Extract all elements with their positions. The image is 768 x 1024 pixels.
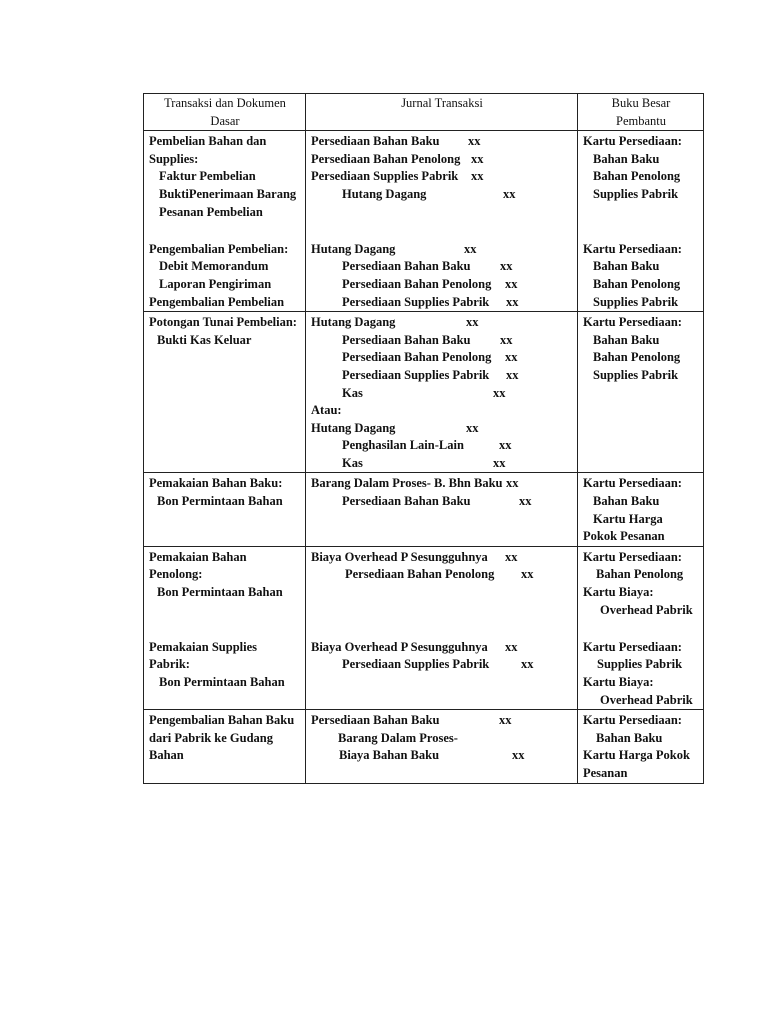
cell-text: Pemakaian Bahan	[149, 549, 247, 564]
amount: xx	[521, 567, 534, 582]
cell-text: BuktiPenerimaan Barang	[159, 186, 297, 201]
account-name: Hutang Dagang	[311, 315, 396, 330]
cell-buku-besar	[578, 473, 704, 546]
cell-jurnal	[306, 473, 578, 546]
header-transaksi	[144, 94, 306, 131]
cell-text: Pembelian Bahan dan	[149, 134, 267, 149]
journal-line	[311, 455, 573, 473]
cell-text: Kartu Biaya:	[583, 585, 654, 600]
journal-line	[311, 475, 573, 493]
cell-text: Pengembalian Bahan Baku	[149, 713, 295, 728]
cell-jurnal	[306, 312, 578, 473]
account-name: Hutang Dagang	[311, 420, 396, 435]
account-name: Biaya Bahan Baku	[339, 748, 440, 763]
cell-text: Pengembalian Pembelian:	[149, 241, 289, 256]
journal-line	[311, 314, 573, 332]
amount: xx	[471, 151, 484, 166]
cell-buku-besar	[578, 312, 704, 473]
cell-text: Kartu Persediaan:	[583, 134, 682, 149]
amount: xx	[466, 315, 479, 330]
journal-line	[311, 639, 573, 657]
amount: xx	[499, 713, 512, 728]
account-name: Persediaan Bahan Baku	[311, 713, 440, 728]
account-name: Persediaan Supplies Pabrik	[311, 169, 459, 184]
account-name: Barang Dalam Proses-	[338, 730, 458, 745]
header-text: Buku Besar	[611, 96, 671, 110]
account-name: Persediaan Bahan Penolong	[342, 350, 492, 365]
amount: xx	[506, 294, 519, 309]
cell-text: Pesanan	[583, 765, 628, 780]
journal-line	[311, 656, 573, 674]
cell-text: Kartu Persediaan:	[583, 549, 682, 564]
journal-line	[311, 549, 573, 567]
cell-text: Pokok Pesanan	[583, 529, 665, 544]
amount: xx	[521, 657, 534, 672]
account-name: Persediaan Bahan Baku	[342, 332, 471, 347]
cell-text: Kartu Persediaan:	[583, 241, 682, 256]
journal-line	[311, 168, 573, 186]
cell-text: Laporan Pengiriman	[159, 276, 272, 291]
account-name: Persediaan Supplies Pabrik	[342, 294, 490, 309]
journal-line	[311, 747, 573, 765]
journal-line	[311, 258, 573, 276]
journal-line	[311, 349, 573, 367]
cell-text: Bahan Penolong	[596, 567, 684, 582]
journal-line	[311, 712, 573, 730]
cell-text: Kartu Persediaan:	[583, 476, 682, 491]
cell-text: Penolong:	[149, 567, 203, 582]
table-header-row	[144, 94, 704, 131]
journal-line	[311, 151, 573, 169]
cell-text: Kartu Persediaan:	[583, 315, 682, 330]
journal-line	[311, 367, 573, 385]
cell-text: Bahan Penolong	[593, 169, 681, 184]
cell-text: Pabrik:	[149, 657, 190, 672]
amount: xx	[471, 169, 484, 184]
cell-text: Pesanan Pembelian	[159, 204, 263, 219]
cell-buku-besar	[578, 131, 704, 239]
cell-text: Bahan Baku	[593, 332, 660, 347]
journal-table	[143, 93, 704, 784]
account-name: Atau:	[311, 403, 342, 418]
amount: xx	[519, 494, 532, 509]
cell-text: Bon Permintaan Bahan	[157, 585, 283, 600]
table-row	[144, 710, 704, 783]
cell-jurnal	[306, 637, 578, 710]
amount: xx	[499, 438, 512, 453]
amount: xx	[505, 639, 518, 654]
cell-text: Bahan Baku	[593, 151, 660, 166]
header-text: Transaksi dan Dokumen	[164, 96, 286, 110]
cell-text: Supplies Pabrik	[597, 657, 683, 672]
cell-text: dari Pabrik ke Gudang	[149, 730, 273, 745]
header-text: Jurnal Transaksi	[401, 96, 483, 110]
cell-transaksi	[144, 710, 306, 783]
account-name: Persediaan Bahan Baku	[342, 494, 471, 509]
journal-line	[311, 402, 573, 420]
header-text: Dasar	[210, 113, 240, 128]
cell-text: Overhead Pabrik	[600, 692, 693, 707]
cell-text: Bukti Kas Keluar	[157, 332, 252, 347]
journal-line	[311, 186, 573, 204]
cell-jurnal	[306, 546, 578, 636]
cell-text: Kartu Harga Pokok	[583, 748, 690, 763]
cell-transaksi	[144, 312, 306, 473]
cell-text: Kartu Persediaan:	[583, 713, 682, 728]
account-name: Kas	[342, 385, 363, 400]
cell-text: Kartu Persediaan:	[583, 639, 682, 654]
cell-text: Pemakaian Supplies	[149, 639, 258, 654]
cell-text: Supplies Pabrik	[593, 294, 679, 309]
table-row	[144, 131, 704, 239]
cell-text: Bahan Baku	[596, 730, 663, 745]
cell-text: Potongan Tunai Pembelian:	[149, 315, 297, 330]
cell-text: Bahan Baku	[593, 494, 660, 509]
journal-line	[311, 332, 573, 350]
journal-line	[311, 730, 573, 748]
table-row	[144, 637, 704, 710]
cell-text: Bahan	[149, 748, 184, 763]
amount: xx	[503, 186, 516, 201]
amount: xx	[505, 549, 518, 564]
account-name: Persediaan Bahan Penolong	[342, 276, 492, 291]
journal-line	[311, 493, 573, 511]
amount: xx	[506, 367, 519, 382]
header-buku-besar	[578, 94, 704, 131]
cell-buku-besar	[578, 546, 704, 636]
cell-text: Pengembalian Pembelian	[149, 294, 285, 309]
account-name: Persediaan Supplies Pabrik	[342, 367, 490, 382]
account-name: Persediaan Supplies Pabrik	[342, 657, 490, 672]
account-name: Kas	[342, 455, 363, 470]
account-name: Persediaan Bahan Penolong	[345, 567, 495, 582]
amount: xx	[506, 476, 519, 491]
cell-text: Bahan Baku	[593, 259, 660, 274]
cell-transaksi	[144, 239, 306, 312]
cell-transaksi	[144, 473, 306, 546]
cell-text: Overhead Pabrik	[600, 602, 693, 617]
cell-transaksi	[144, 131, 306, 239]
amount: xx	[493, 385, 506, 400]
journal-line	[311, 566, 573, 584]
account-name: Persediaan Bahan Penolong	[311, 151, 461, 166]
cell-text: Bon Permintaan Bahan	[157, 494, 283, 509]
cell-text: Supplies Pabrik	[593, 367, 679, 382]
cell-transaksi	[144, 546, 306, 636]
journal-line	[311, 437, 573, 455]
cell-text: Pemakaian Bahan Baku:	[149, 476, 283, 491]
cell-jurnal	[306, 239, 578, 312]
spacer	[149, 221, 301, 239]
cell-jurnal	[306, 710, 578, 783]
journal-line	[311, 385, 573, 403]
account-name: Persediaan Bahan Baku	[311, 134, 440, 149]
spacer	[149, 619, 301, 637]
amount: xx	[464, 241, 477, 256]
cell-text: Bahan Penolong	[593, 350, 681, 365]
amount: xx	[500, 332, 513, 347]
amount: xx	[505, 276, 518, 291]
cell-buku-besar	[578, 239, 704, 312]
amount: xx	[512, 748, 525, 763]
table-row	[144, 312, 704, 473]
table-row	[144, 239, 704, 312]
account-name: Barang Dalam Proses- B. Bhn Baku	[311, 476, 503, 491]
account-name: Penghasilan Lain-Lain	[342, 438, 464, 453]
account-name: Biaya Overhead P Sesungguhnya	[311, 639, 488, 654]
cell-text: Bon Permintaan Bahan	[159, 675, 285, 689]
header-text: Pembantu	[616, 113, 666, 128]
cell-text: Kartu Harga	[593, 511, 663, 526]
account-name: Persediaan Bahan Baku	[342, 259, 471, 274]
cell-text: Faktur Pembelian	[159, 169, 256, 184]
journal-line	[311, 420, 573, 438]
account-name: Hutang Dagang	[342, 186, 427, 201]
table-row	[144, 546, 704, 636]
amount: xx	[505, 350, 518, 365]
spacer	[149, 602, 301, 620]
cell-buku-besar	[578, 637, 704, 710]
amount: xx	[468, 134, 481, 149]
amount: xx	[493, 455, 506, 470]
cell-jurnal	[306, 131, 578, 239]
cell-buku-besar	[578, 710, 704, 783]
cell-text: Supplies:	[149, 151, 199, 166]
cell-transaksi	[144, 637, 306, 710]
cell-text: Debit Memorandum	[159, 259, 269, 274]
amount: xx	[500, 259, 513, 274]
cell-text: Bahan Penolong	[593, 276, 681, 291]
journal-line	[311, 276, 573, 294]
amount: xx	[466, 420, 479, 435]
account-name: Hutang Dagang	[311, 241, 396, 256]
header-jurnal	[306, 94, 578, 131]
cell-text: Kartu Biaya:	[583, 675, 654, 689]
journal-line	[311, 133, 573, 151]
account-name: Biaya Overhead P Sesungguhnya	[311, 549, 488, 564]
journal-line	[311, 241, 573, 259]
journal-line	[311, 294, 573, 312]
cell-text: Supplies Pabrik	[593, 186, 679, 201]
table-row	[144, 473, 704, 546]
